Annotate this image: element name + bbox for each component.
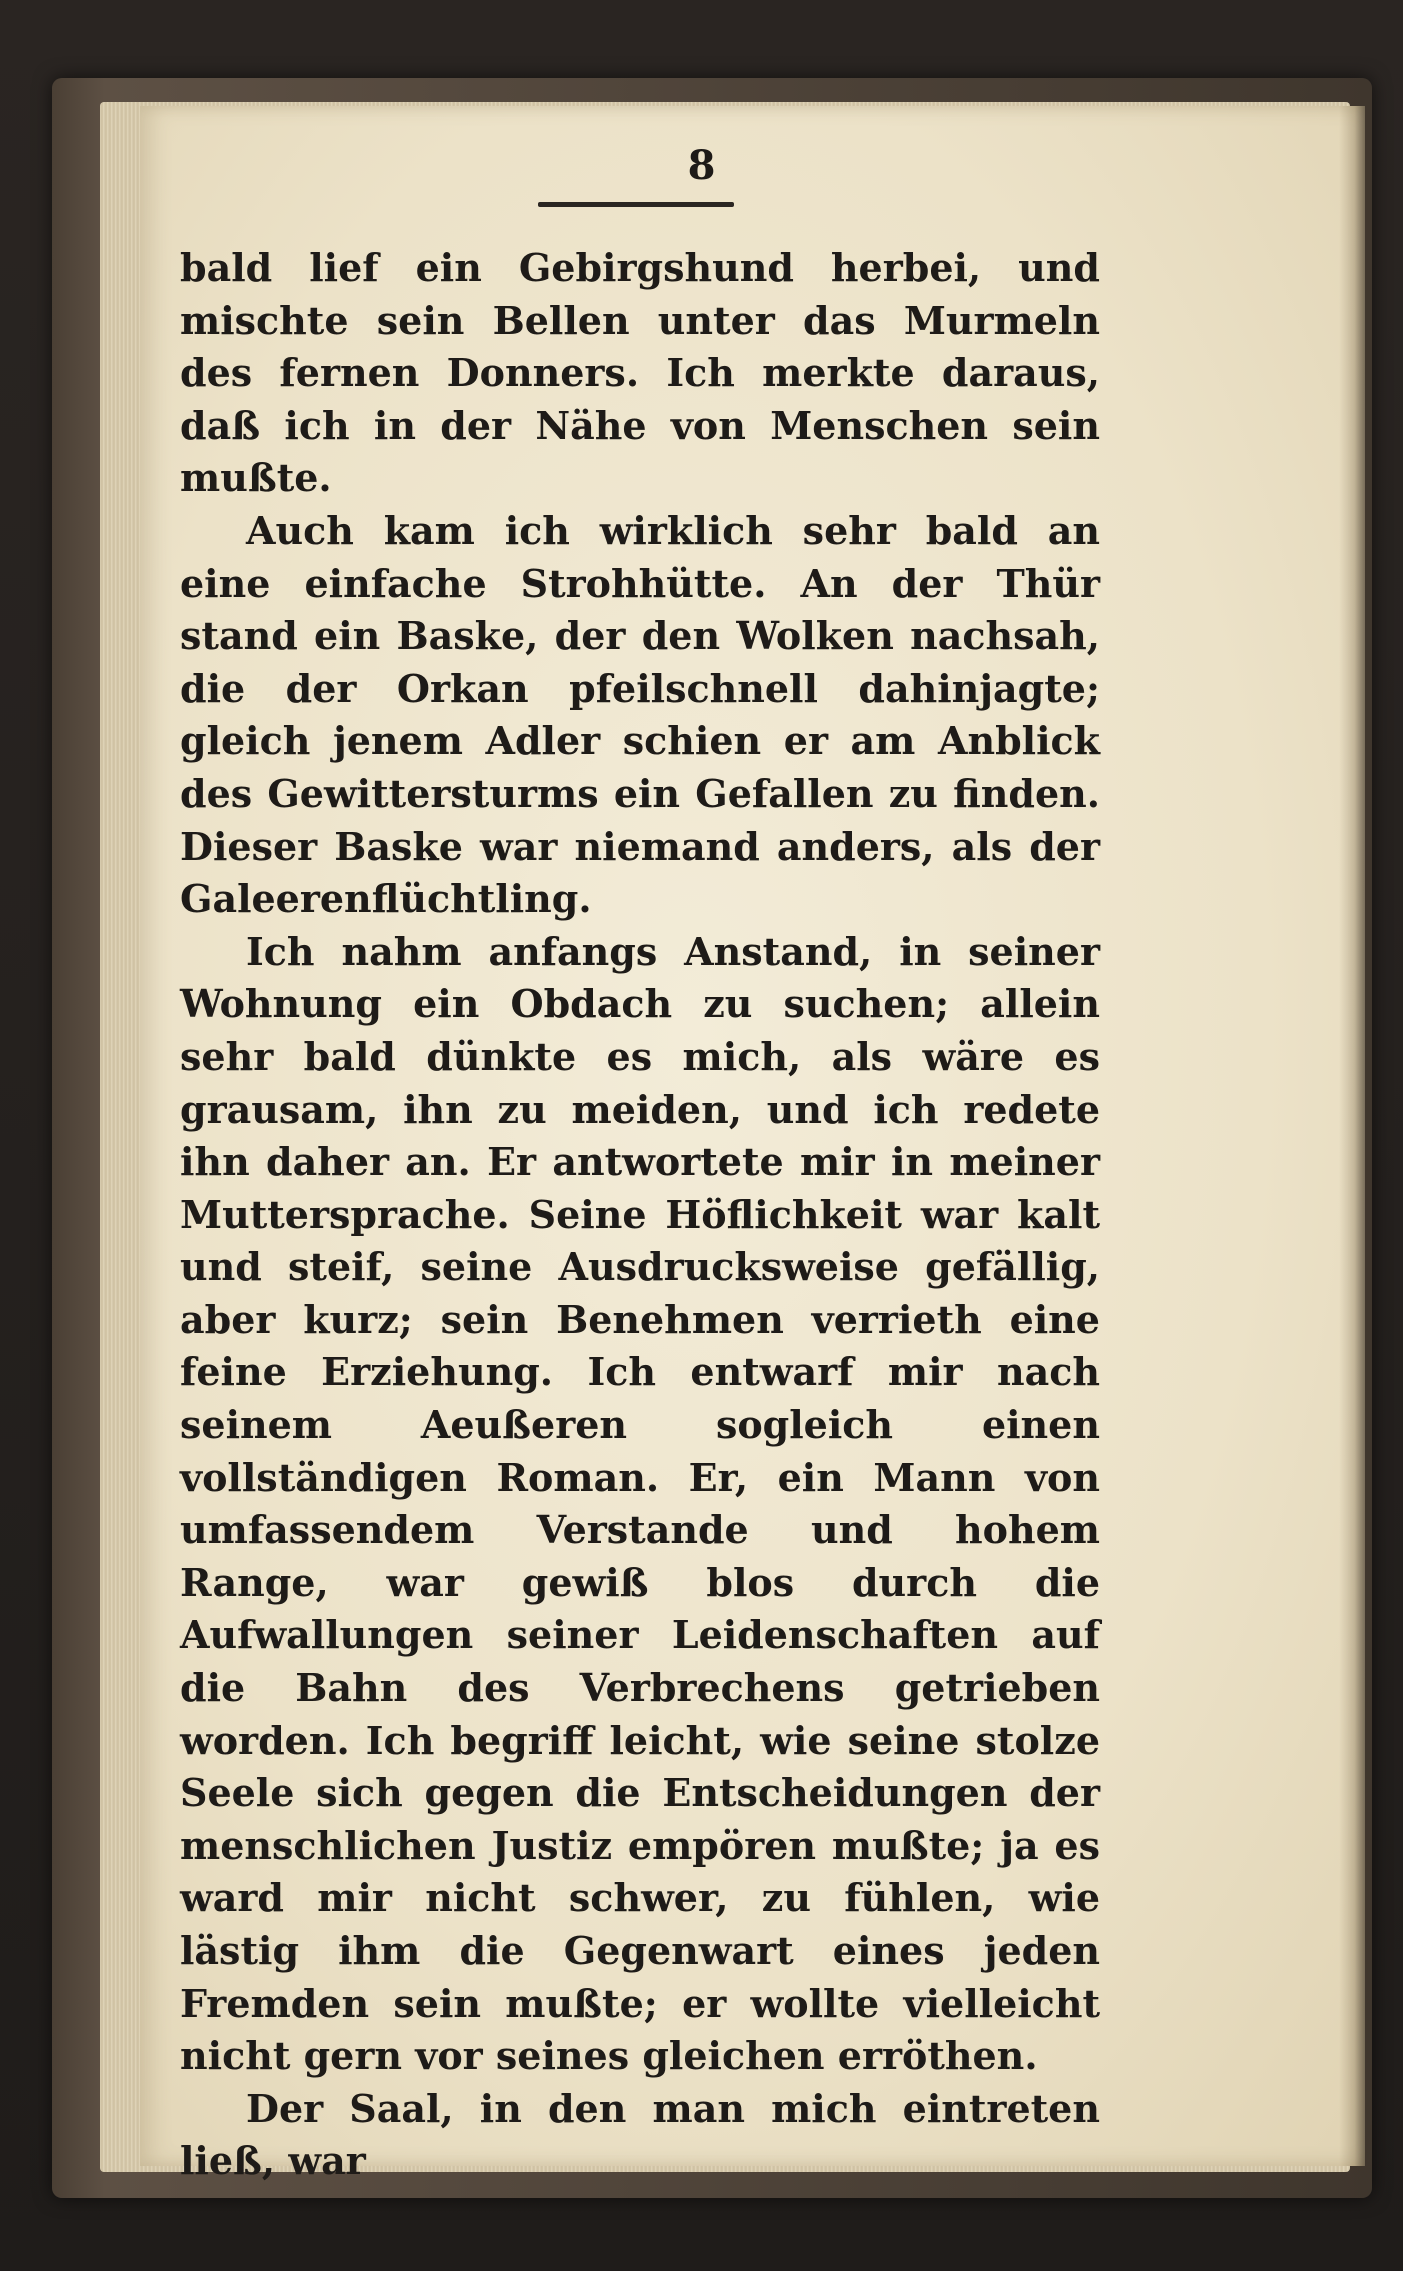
paragraph-1: bald lief ein Gebirgshund herbei, und mischte sein Bellen unter das Murmeln des fernen Donners. Ich merkte daraus, daß ich in der Nähe von Menschen sein mußte. bbox=[180, 245, 1100, 501]
paragraph-3: Ich nahm anfangs Anstand, in seiner Wohnung ein Obdach zu suchen; allein sehr bald dünkte es mich, als wäre es grausam, ihn zu meiden, und ich redete ihn daher an. Er antwortete mir in meiner Muttersprache. Seine Höflichkeit war kalt und steif, seine Ausdrucksweise gefällig, aber kurz; sein Benehmen verrieth eine feine Erziehung. Ich entwarf mir nach seinem Aeußeren sogleich einen vollständigen Roman. Er, ein Mann von umfassendem Verstande und hohem Range, war gewiß blos durch die Aufwallungen seiner Leidenschaften auf die Bahn des Verbrechens getrieben worden. Ich begriff leicht, wie seine stolze Seele sich gegen die Entscheidungen der menschlichen Justiz empören mußte; ja es ward mir nicht schwer, zu fühlen, wie lästig ihm die Gegenwart eines jeden Fremden sein mußte; er wollte vielleicht nicht gern vor seines gleichen erröthen. bbox=[180, 928, 1100, 2079]
header-rule bbox=[538, 202, 734, 207]
body-text bbox=[180, 242, 1100, 2188]
page-number: 8 bbox=[687, 142, 716, 189]
paragraph-2: Auch kam ich wirklich sehr bald an eine einfache Strohhütte. An der Thür stand ein Baske, der den Wolken nachsah, die der Orkan pfeilschnell dahinjagte; gleich jenem Adler schien er am Anblick des Gewittersturms ein Gefallen zu finden. Dieser Baske war niemand anders, als der Galeerenflüchtling. bbox=[180, 507, 1100, 922]
paragraph-4: Der Saal, in den man mich eintreten ließ, war bbox=[180, 2085, 1100, 2184]
page-gutter-shadow bbox=[1339, 106, 1365, 2166]
